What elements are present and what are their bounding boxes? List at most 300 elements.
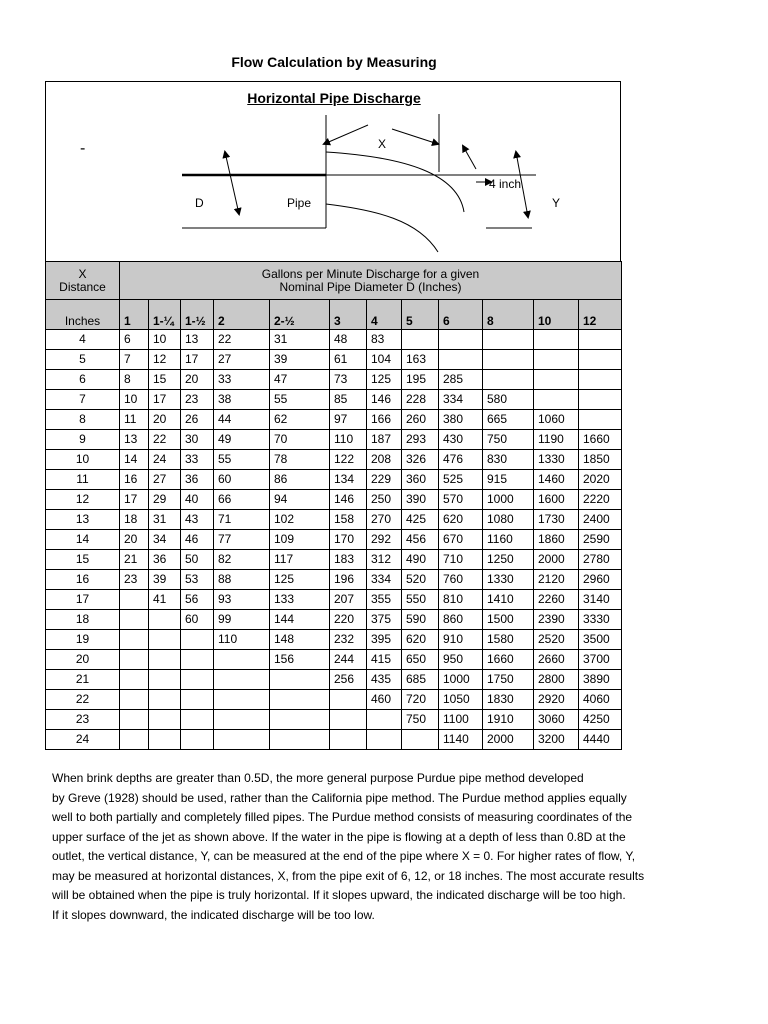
- table-cell: [149, 730, 181, 750]
- table-cell: [149, 710, 181, 730]
- table-cell: 3330: [579, 610, 622, 630]
- table-cell: 375: [367, 610, 402, 630]
- table-cell: 1190: [534, 430, 579, 450]
- row-distance: 14: [46, 530, 120, 550]
- table-cell: [214, 690, 270, 710]
- table-cell: 4060: [579, 690, 622, 710]
- row-distance: 11: [46, 470, 120, 490]
- table-cell: 48: [330, 330, 367, 350]
- row-distance: 19: [46, 630, 120, 650]
- table-cell: 685: [402, 670, 439, 690]
- table-cell: 2520: [534, 630, 579, 650]
- table-cell: [367, 710, 402, 730]
- table-cell: 1750: [483, 670, 534, 690]
- table-cell: 88: [214, 570, 270, 590]
- table-cell: 2260: [534, 590, 579, 610]
- table-cell: 6: [120, 330, 149, 350]
- table-cell: 355: [367, 590, 402, 610]
- jet-upper-curve: [326, 152, 464, 212]
- table-cell: 55: [270, 390, 330, 410]
- table-cell: [120, 730, 149, 750]
- table-row: [46, 530, 622, 550]
- table-cell: 915: [483, 470, 534, 490]
- table-cell: 125: [367, 370, 402, 390]
- table-cell: [579, 330, 622, 350]
- table-cell: 26: [181, 410, 214, 430]
- table-cell: 435: [367, 670, 402, 690]
- table-row: [46, 410, 622, 430]
- table-cell: 85: [330, 390, 367, 410]
- table-cell: 2780: [579, 550, 622, 570]
- table-cell: 34: [149, 530, 181, 550]
- table-cell: 104: [367, 350, 402, 370]
- table-row: [46, 650, 622, 670]
- row-distance: 5: [46, 350, 120, 370]
- table-body: [46, 262, 622, 750]
- table-cell: 8: [120, 370, 149, 390]
- table-cell: 1330: [483, 570, 534, 590]
- table-cell: 395: [367, 630, 402, 650]
- table-cell: [149, 610, 181, 630]
- column-header: 6: [439, 300, 483, 330]
- table-row: [46, 510, 622, 530]
- paragraph-line: upper surface of the jet as shown above. If the water in the pipe is flowing at a depth of less than 0.8D at the: [52, 829, 626, 844]
- table-cell: 17: [149, 390, 181, 410]
- table-cell: [534, 350, 579, 370]
- table-cell: 270: [367, 510, 402, 530]
- table-cell: 430: [439, 430, 483, 450]
- table-cell: 665: [483, 410, 534, 430]
- table-cell: 208: [367, 450, 402, 470]
- table-cell: 196: [330, 570, 367, 590]
- table-cell: 1910: [483, 710, 534, 730]
- table-cell: 60: [181, 610, 214, 630]
- table-cell: 1460: [534, 470, 579, 490]
- table-cell: 17: [181, 350, 214, 370]
- table-cell: [181, 690, 214, 710]
- table-cell: 53: [181, 570, 214, 590]
- table-row: [46, 610, 622, 630]
- table-cell: 83: [367, 330, 402, 350]
- table-cell: 21: [120, 550, 149, 570]
- table-cell: 4250: [579, 710, 622, 730]
- table-cell: 1250: [483, 550, 534, 570]
- table-cell: 326: [402, 450, 439, 470]
- row-distance: 13: [46, 510, 120, 530]
- table-cell: 30: [181, 430, 214, 450]
- table-cell: 66: [214, 490, 270, 510]
- table-cell: [270, 670, 330, 690]
- diagram-frame: [45, 81, 621, 261]
- table-cell: 1850: [579, 450, 622, 470]
- table-row: [46, 430, 622, 450]
- table-cell: 144: [270, 610, 330, 630]
- table-cell: 14: [120, 450, 149, 470]
- table-cell: 24: [149, 450, 181, 470]
- table-cell: 3500: [579, 630, 622, 650]
- table-cell: [120, 590, 149, 610]
- table-cell: 18: [120, 510, 149, 530]
- table-cell: 1100: [439, 710, 483, 730]
- table-cell: 456: [402, 530, 439, 550]
- table-cell: 110: [330, 430, 367, 450]
- table-cell: 750: [402, 710, 439, 730]
- table-cell: [579, 410, 622, 430]
- row-distance: 15: [46, 550, 120, 570]
- column-header: 8: [483, 300, 534, 330]
- table-cell: 2220: [579, 490, 622, 510]
- table-cell: 29: [149, 490, 181, 510]
- table-cell: 750: [483, 430, 534, 450]
- row-distance: 7: [46, 390, 120, 410]
- table-cell: 2000: [534, 550, 579, 570]
- table-cell: [402, 330, 439, 350]
- table-cell: 40: [181, 490, 214, 510]
- table-cell: 1080: [483, 510, 534, 530]
- row-distance: 24: [46, 730, 120, 750]
- table-cell: 36: [149, 550, 181, 570]
- table-cell: 23: [181, 390, 214, 410]
- table-row: [46, 390, 622, 410]
- table-cell: 50: [181, 550, 214, 570]
- explanation-paragraph: [52, 769, 692, 925]
- row-distance: 12: [46, 490, 120, 510]
- table-cell: [181, 630, 214, 650]
- table-cell: 41: [149, 590, 181, 610]
- table-cell: 1830: [483, 690, 534, 710]
- paragraph-line: will be obtained when the pipe is truly horizontal. If it slopes upward, the indicated discharge will be too high.: [52, 888, 626, 902]
- table-cell: [330, 730, 367, 750]
- table-row: [46, 590, 622, 610]
- table-cell: 720: [402, 690, 439, 710]
- table-cell: 55: [214, 450, 270, 470]
- table-row: [46, 670, 622, 690]
- table-cell: 97: [330, 410, 367, 430]
- table-cell: 36: [181, 470, 214, 490]
- row-distance: 10: [46, 450, 120, 470]
- label-d: D: [195, 196, 204, 210]
- table-cell: 1160: [483, 530, 534, 550]
- table-cell: 20: [181, 370, 214, 390]
- table-cell: 360: [402, 470, 439, 490]
- table-cell: 43: [181, 510, 214, 530]
- table-cell: [270, 690, 330, 710]
- table-cell: 11: [120, 410, 149, 430]
- column-header: 5: [402, 300, 439, 330]
- table-cell: 1660: [483, 650, 534, 670]
- table-row: [46, 550, 622, 570]
- table-cell: 94: [270, 490, 330, 510]
- label-x: X: [378, 137, 387, 151]
- table-cell: 1060: [534, 410, 579, 430]
- table-cell: [181, 650, 214, 670]
- row-distance: 20: [46, 650, 120, 670]
- table-cell: 476: [439, 450, 483, 470]
- table-cell: 292: [367, 530, 402, 550]
- table-cell: 20: [149, 410, 181, 430]
- table-cell: 156: [270, 650, 330, 670]
- table-cell: 61: [330, 350, 367, 370]
- table-cell: [214, 650, 270, 670]
- table-row: [46, 490, 622, 510]
- table-cell: 1410: [483, 590, 534, 610]
- table-row: [46, 730, 622, 750]
- table-cell: [439, 330, 483, 350]
- table-cell: 33: [181, 450, 214, 470]
- table-row: [46, 370, 622, 390]
- table-cell: [270, 710, 330, 730]
- table-cell: 158: [330, 510, 367, 530]
- column-header: 4: [367, 300, 402, 330]
- table-cell: 1050: [439, 690, 483, 710]
- table-cell: 22: [149, 430, 181, 450]
- table-cell: [439, 350, 483, 370]
- table-cell: [120, 690, 149, 710]
- table-cell: 44: [214, 410, 270, 430]
- table-cell: 12: [149, 350, 181, 370]
- table-cell: 1500: [483, 610, 534, 630]
- row-distance: 8: [46, 410, 120, 430]
- table-cell: 49: [214, 430, 270, 450]
- table-cell: 520: [402, 570, 439, 590]
- table-cell: 117: [270, 550, 330, 570]
- table-cell: [367, 730, 402, 750]
- table-cell: [149, 670, 181, 690]
- row-distance: 22: [46, 690, 120, 710]
- table-cell: 950: [439, 650, 483, 670]
- table-cell: 163: [402, 350, 439, 370]
- table-row: [46, 690, 622, 710]
- paragraph-line: may be measured at horizontal distances, X, from the pipe exit of 6, 12, or 18 inches. The most accurate results: [52, 868, 645, 883]
- row-distance: 16: [46, 570, 120, 590]
- table-cell: 47: [270, 370, 330, 390]
- table-cell: 70: [270, 430, 330, 450]
- table-cell: 39: [270, 350, 330, 370]
- table-cell: [120, 610, 149, 630]
- table-cell: 490: [402, 550, 439, 570]
- group-header: Gallons per Minute Discharge for a given Nominal Pipe Diameter D (Inches): [120, 262, 622, 300]
- table-cell: 1000: [439, 670, 483, 690]
- table-cell: 525: [439, 470, 483, 490]
- table-cell: [534, 330, 579, 350]
- table-cell: [330, 690, 367, 710]
- table-cell: 146: [367, 390, 402, 410]
- column-header: 12: [579, 300, 622, 330]
- table-cell: 1860: [534, 530, 579, 550]
- table-cell: 39: [149, 570, 181, 590]
- table-cell: 710: [439, 550, 483, 570]
- table-cell: 620: [439, 510, 483, 530]
- paragraph-line: well to both partially and completely filled pipes. The Purdue method consists of measuring coordinates of the: [52, 810, 633, 824]
- table-cell: 910: [439, 630, 483, 650]
- table-cell: 580: [483, 390, 534, 410]
- table-row: [46, 330, 622, 350]
- column-header: 1: [120, 300, 149, 330]
- paragraph-line: When brink depths are greater than 0.5D, the more general purpose Purdue pipe method developed: [52, 771, 584, 785]
- row-distance: 6: [46, 370, 120, 390]
- table-cell: 7: [120, 350, 149, 370]
- table-cell: 250: [367, 490, 402, 510]
- table-cell: 134: [330, 470, 367, 490]
- corner-header-top: X Distance: [46, 262, 120, 300]
- table-cell: 183: [330, 550, 367, 570]
- table-cell: 2920: [534, 690, 579, 710]
- table-cell: 122: [330, 450, 367, 470]
- column-header: 1-½: [181, 300, 214, 330]
- table-cell: 10: [120, 390, 149, 410]
- table-cell: 415: [367, 650, 402, 670]
- table-cell: 2400: [579, 510, 622, 530]
- table-cell: 550: [402, 590, 439, 610]
- table-cell: 33: [214, 370, 270, 390]
- column-header: 1-¼: [149, 300, 181, 330]
- table-cell: 31: [149, 510, 181, 530]
- table-cell: 73: [330, 370, 367, 390]
- row-distance: 18: [46, 610, 120, 630]
- table-cell: 2390: [534, 610, 579, 630]
- table-cell: 670: [439, 530, 483, 550]
- table-cell: 3060: [534, 710, 579, 730]
- row-distance: 17: [46, 590, 120, 610]
- table-cell: 390: [402, 490, 439, 510]
- table-cell: 229: [367, 470, 402, 490]
- label-4-inch: 4 inch: [489, 177, 522, 191]
- table-cell: 31: [270, 330, 330, 350]
- table-row: [46, 470, 622, 490]
- table-cell: 2660: [534, 650, 579, 670]
- table-cell: 195: [402, 370, 439, 390]
- table-cell: [579, 370, 622, 390]
- table-cell: 16: [120, 470, 149, 490]
- table-cell: [402, 730, 439, 750]
- table-cell: 760: [439, 570, 483, 590]
- paragraph-line: outlet, the vertical distance, Y, can be measured at the end of the pipe where X = 0. For higher rates of flow, Y,: [52, 849, 636, 863]
- table-cell: 570: [439, 490, 483, 510]
- table-cell: 220: [330, 610, 367, 630]
- table-cell: 650: [402, 650, 439, 670]
- table-cell: 3200: [534, 730, 579, 750]
- table-cell: 71: [214, 510, 270, 530]
- table-cell: 2000: [483, 730, 534, 750]
- table-cell: [483, 330, 534, 350]
- table-cell: [534, 370, 579, 390]
- table-cell: 1660: [579, 430, 622, 450]
- table-cell: 256: [330, 670, 367, 690]
- table-cell: 27: [214, 350, 270, 370]
- table-cell: 810: [439, 590, 483, 610]
- label-pipe: Pipe: [287, 196, 312, 210]
- table-cell: [120, 630, 149, 650]
- table-cell: [120, 670, 149, 690]
- table-cell: 244: [330, 650, 367, 670]
- table-cell: 170: [330, 530, 367, 550]
- table-cell: 2590: [579, 530, 622, 550]
- table-cell: [579, 350, 622, 370]
- table-cell: 460: [367, 690, 402, 710]
- table-cell: [214, 730, 270, 750]
- table-cell: 1000: [483, 490, 534, 510]
- table-cell: 860: [439, 610, 483, 630]
- table-cell: 1730: [534, 510, 579, 530]
- table-cell: 102: [270, 510, 330, 530]
- discharge-table: [45, 261, 622, 750]
- table-cell: 2120: [534, 570, 579, 590]
- table-cell: 425: [402, 510, 439, 530]
- x-arrow-left: [324, 125, 368, 144]
- row-distance: 21: [46, 670, 120, 690]
- table-cell: 334: [439, 390, 483, 410]
- corner-header-inches: Inches: [46, 300, 120, 330]
- table-cell: 60: [214, 470, 270, 490]
- table-cell: [149, 690, 181, 710]
- page-title: Flow Calculation by Measuring: [231, 54, 437, 70]
- table-cell: 620: [402, 630, 439, 650]
- table-cell: 23: [120, 570, 149, 590]
- table-cell: [120, 710, 149, 730]
- row-distance: 4: [46, 330, 120, 350]
- table-cell: 93: [214, 590, 270, 610]
- table-cell: 27: [149, 470, 181, 490]
- table-cell: 77: [214, 530, 270, 550]
- table-cell: [181, 710, 214, 730]
- table-cell: [214, 710, 270, 730]
- table-cell: 2020: [579, 470, 622, 490]
- table-cell: 82: [214, 550, 270, 570]
- table-cell: 1580: [483, 630, 534, 650]
- table-cell: 17: [120, 490, 149, 510]
- table-cell: [483, 350, 534, 370]
- table-cell: 125: [270, 570, 330, 590]
- table-cell: 3140: [579, 590, 622, 610]
- table-cell: 590: [402, 610, 439, 630]
- table-cell: 312: [367, 550, 402, 570]
- table-cell: 99: [214, 610, 270, 630]
- table-row: [46, 710, 622, 730]
- table-cell: 78: [270, 450, 330, 470]
- table-cell: 56: [181, 590, 214, 610]
- table-cell: 1600: [534, 490, 579, 510]
- table-cell: 334: [367, 570, 402, 590]
- table-cell: 380: [439, 410, 483, 430]
- table-cell: [483, 370, 534, 390]
- table-row: [46, 570, 622, 590]
- table-cell: 133: [270, 590, 330, 610]
- table-cell: [579, 390, 622, 410]
- table-cell: [330, 710, 367, 730]
- table-cell: 3890: [579, 670, 622, 690]
- diagram-title: Horizontal Pipe Discharge: [247, 90, 421, 106]
- table-cell: 285: [439, 370, 483, 390]
- paragraph-line: by Greve (1928) should be used, rather than the California pipe method. The Purdue method applies equally: [52, 790, 627, 805]
- table-cell: 10: [149, 330, 181, 350]
- column-header: 2-½: [270, 300, 330, 330]
- d-arrow: [225, 152, 239, 214]
- table-row: [46, 350, 622, 370]
- table-cell: 187: [367, 430, 402, 450]
- table-cell: 4440: [579, 730, 622, 750]
- table-cell: 148: [270, 630, 330, 650]
- table-cell: 207: [330, 590, 367, 610]
- table-cell: 166: [367, 410, 402, 430]
- table-cell: [120, 650, 149, 670]
- column-header: 3: [330, 300, 367, 330]
- table-cell: 232: [330, 630, 367, 650]
- x-arrow-right: [392, 129, 438, 144]
- table-cell: 46: [181, 530, 214, 550]
- table-cell: 146: [330, 490, 367, 510]
- table-cell: 2800: [534, 670, 579, 690]
- row-distance: 9: [46, 430, 120, 450]
